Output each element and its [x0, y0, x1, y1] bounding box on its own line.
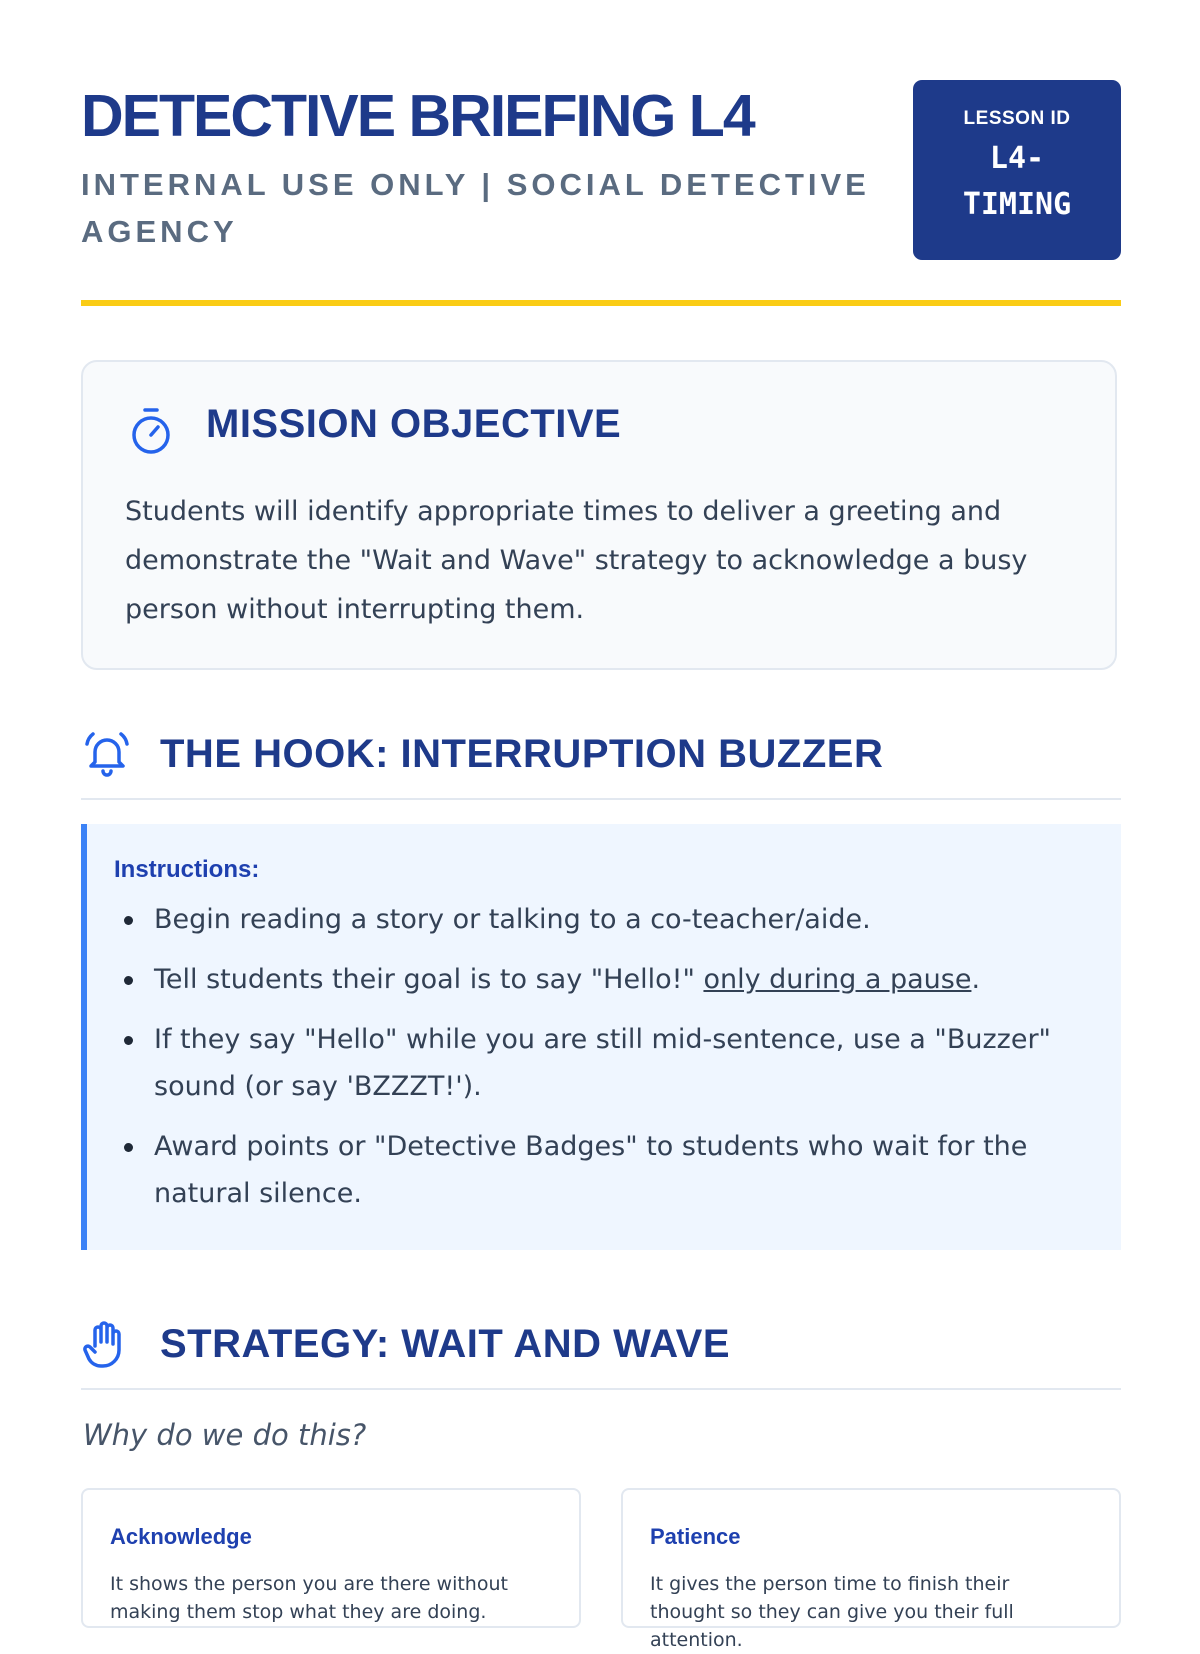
list-item: If they say "Hello" while you are still mid-sentence, use a "Buzzer" sound (or say 'BZZZT!'). — [114, 1016, 1074, 1110]
stopwatch-icon — [127, 406, 175, 456]
list-item-text: . — [971, 964, 981, 995]
card-body: It shows the person you are there without making them stop what they are doing. — [110, 1573, 508, 1623]
card-body: It gives the person time to finish their thought so they can give you their full attention. — [650, 1573, 1014, 1651]
bell-icon — [81, 728, 133, 780]
list-item — [114, 956, 1074, 1003]
card-title: Patience — [650, 1524, 741, 1549]
lesson-id-badge — [913, 80, 1121, 260]
list-item: Award points or "Detective Badges" to students who wait for the natural silence. — [114, 1123, 1074, 1217]
hand-wave-icon — [81, 1318, 133, 1370]
list-item: Begin reading a story or talking to a co-teacher/aide. — [114, 896, 1074, 943]
instructions-label: Instructions: — [114, 856, 260, 883]
hook-section-header — [81, 728, 1121, 800]
hook-heading: THE HOOK: INTERRUPTION BUZZER — [160, 732, 884, 776]
instructions-list — [114, 896, 1074, 1230]
page-title: DETECTIVE BRIEFING L4 — [81, 83, 754, 149]
list-item-text: Tell students their goal is to say "Hello!" — [154, 964, 704, 995]
strategy-question: Why do we do this? — [83, 1418, 367, 1452]
strategy-section-header — [81, 1318, 1121, 1390]
reason-card-patience — [621, 1488, 1121, 1651]
emphasis-text: only during a pause — [703, 964, 972, 995]
mission-heading: MISSION OBJECTIVE — [206, 402, 622, 446]
lesson-id-value: L4-TIMING — [962, 141, 1072, 222]
mission-objective-box — [81, 360, 1117, 670]
instructions-callout — [81, 824, 1121, 1250]
strategy-heading: STRATEGY: WAIT AND WAVE — [160, 1322, 730, 1366]
mission-body: Students will identify appropriate times to deliver a greeting and demonstrate the "Wait and Wave" strategy to acknowledge a busy person without interrupting them. — [125, 496, 1028, 625]
reason-card-acknowledge — [81, 1488, 581, 1628]
page-subtitle: INTERNAL USE ONLY | SOCIAL DETECTIVE AGENCY — [81, 167, 870, 249]
header-divider — [81, 300, 1121, 306]
card-title: Acknowledge — [110, 1524, 252, 1549]
lesson-id-label: LESSON ID — [963, 108, 1071, 129]
